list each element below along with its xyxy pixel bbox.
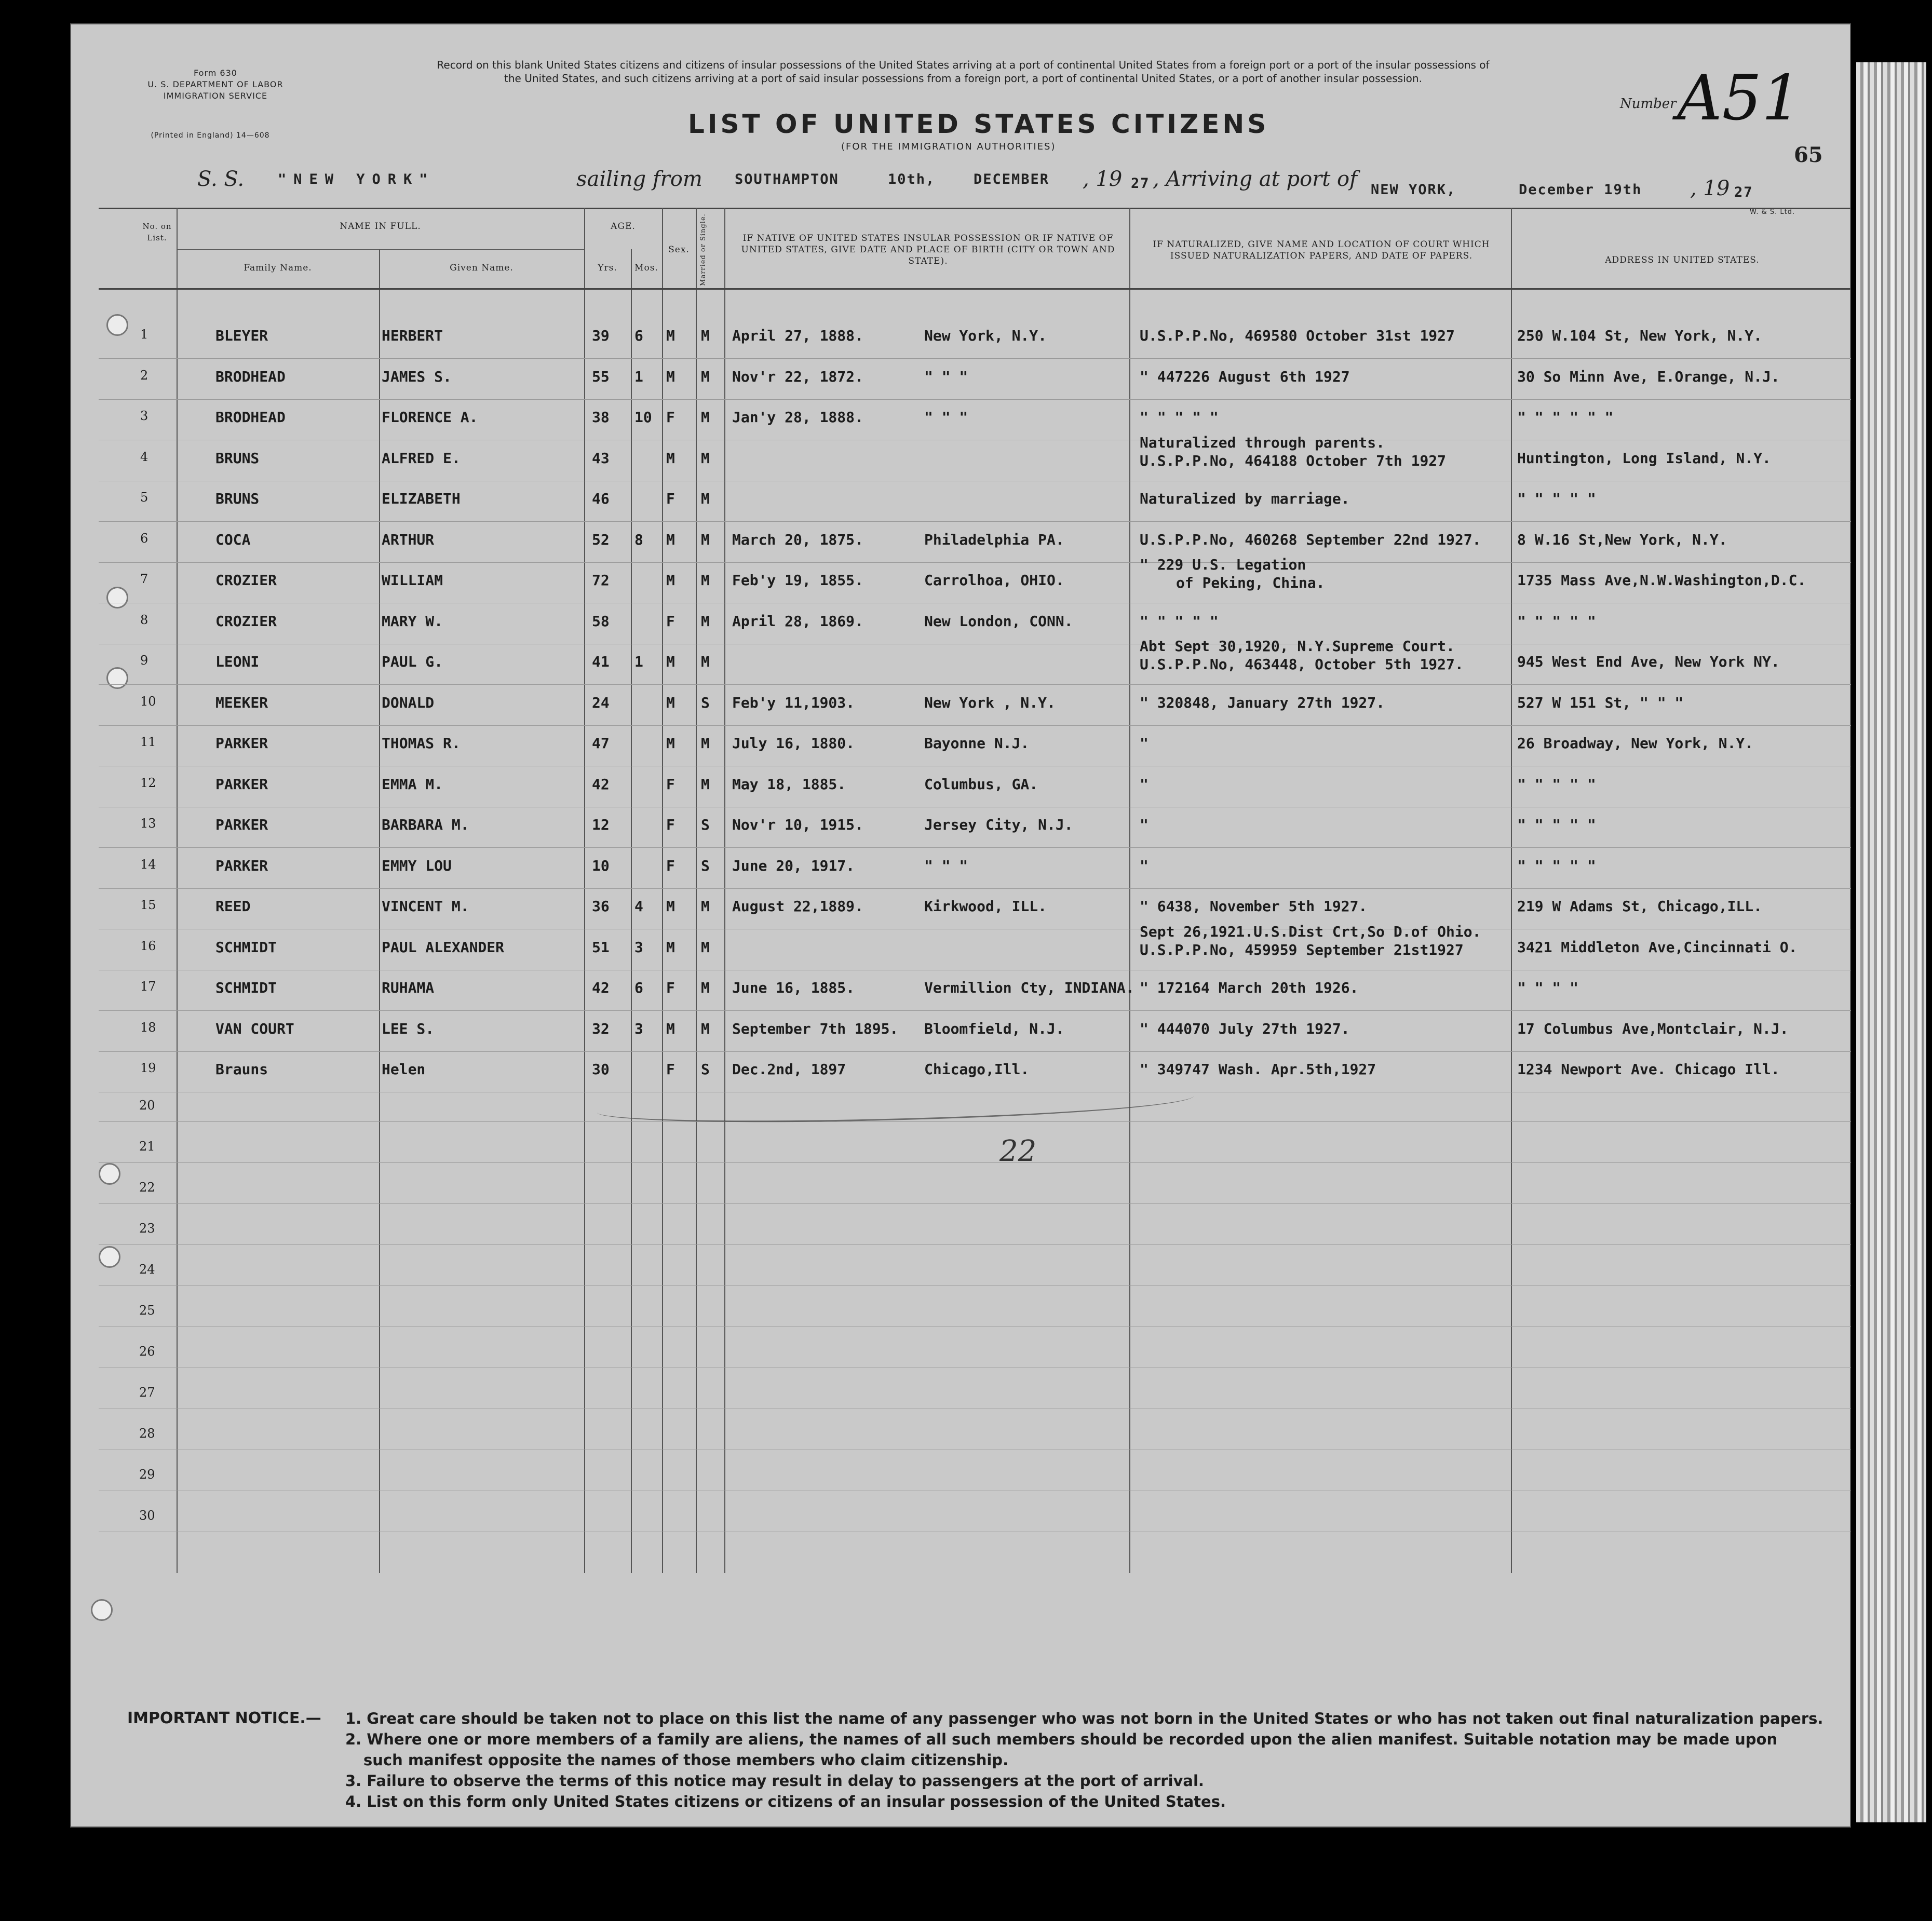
naturalization: Naturalized by marriage. [1140,490,1350,507]
age-years: 12 [592,816,610,833]
col-address: ADDRESS IN UNITED STATES. [1605,255,1760,265]
age-months: 6 [634,979,643,996]
naturalization: " 444070 July 27th 1927. [1140,1020,1350,1037]
row-number: 1 [140,327,148,342]
table-row [0,638,1932,694]
given-name: FLORENCE A. [382,409,478,426]
row-number: 13 [140,816,156,831]
birth-place: Philadelphia PA. [924,531,1064,548]
row-number: 8 [140,612,148,627]
birth-date: May 18, 1885. [732,775,846,793]
row-rule [99,1203,1851,1204]
table-row [0,434,1932,490]
age-months: 10 [634,409,652,426]
table-row [0,923,1932,979]
given-name: PAUL ALEXANDER [382,938,505,956]
age-years: 55 [592,368,610,385]
birth-place: " " " [924,368,968,385]
us-address: " " " " " [1517,816,1596,833]
us-address: 945 West End Ave, New York NY. [1517,653,1780,670]
birth-date: September 7th 1895. [732,1020,899,1037]
empty-row-number: 21 [139,1139,155,1154]
age-years: 43 [592,449,610,467]
family-name: CROZIER [215,572,277,589]
row-number: 3 [140,409,148,423]
age-years: 72 [592,572,610,589]
sex: F [666,775,675,793]
punch-hole [91,1599,113,1621]
us-address: 3421 Middleton Ave,Cincinnati O. [1517,938,1798,956]
sex: M [666,653,675,670]
form-title: LIST OF UNITED STATES CITIZENS [688,109,1269,139]
family-name: PARKER [215,735,268,752]
sex: F [666,979,675,996]
row-rule [99,1244,1851,1245]
birth-date: June 20, 1917. [732,857,855,874]
family-name: SCHMIDT [215,938,277,956]
row-number: 15 [140,898,156,912]
given-name: JAMES S. [382,368,452,385]
row-number: 10 [140,694,156,709]
from-port: SOUTHAMPTON [735,171,839,187]
header-rule [177,249,584,250]
birth-place: Carrolhoa, OHIO. [924,572,1064,589]
row-rule [99,358,1851,359]
row-rule [99,847,1851,848]
empty-row-number: 29 [139,1467,155,1482]
sex: M [666,572,675,589]
us-address: 1234 Newport Ave. Chicago Ill. [1517,1061,1780,1078]
row-number: 7 [140,572,148,586]
table-row [0,556,1932,612]
naturalization: Abt Sept 30,1920, N.Y.Supreme Court. [1140,638,1455,655]
us-address: 30 So Minn Ave, E.Orange, N.J. [1517,368,1780,385]
notice-item-3: 3. Failure to observe the terms of this notice may result in delay to passengers at the port of arrival. [345,1772,1204,1790]
empty-row-number: 20 [139,1098,155,1113]
sex: M [666,898,675,915]
family-name: SCHMIDT [215,979,277,996]
marital-status: M [701,612,710,630]
family-name: COCA [215,531,251,548]
us-address: 527 W 151 St, " " " [1517,694,1684,711]
row-rule [99,399,1851,400]
arrival-year-suffix: 27 [1734,184,1753,200]
age-years: 24 [592,694,610,711]
sailing-label: sailing from [576,167,702,191]
birth-place: Chicago,Ill. [924,1061,1030,1078]
given-name: LEE S. [382,1020,435,1037]
family-name: BRODHEAD [215,368,286,385]
service: IMMIGRATION SERVICE [163,91,268,101]
col-birth: IF NATIVE OF UNITED STATES INSULAR POSSESSION OR IF NATIVE OF UNITED STATES, GIVE DATE AND PLACE OF BIRTH (CITY OR TOWN AND STATE). [741,233,1115,266]
given-name: ELIZABETH [382,490,461,507]
row-rule [99,1051,1851,1052]
col-age: AGE. [611,221,636,232]
age-months: 4 [634,898,643,915]
col-given: Given Name. [450,263,514,273]
us-address: 219 W Adams St, Chicago,ILL. [1517,898,1763,915]
empty-row-number: 28 [139,1426,155,1441]
age-years: 32 [592,1020,610,1037]
marital-status: M [701,1020,710,1037]
marital-status: M [701,531,710,548]
birth-date: April 27, 1888. [732,327,863,344]
age-years: 47 [592,735,610,752]
sex: M [666,531,675,548]
given-name: DONALD [382,694,435,711]
table-row [0,979,1932,1020]
empty-row-number: 30 [139,1508,155,1523]
age-months: 6 [634,327,643,344]
table-row [0,694,1932,735]
table-row [0,490,1932,531]
table-row [0,898,1932,938]
row-rule [99,725,1851,726]
birth-place: Bayonne N.J. [924,735,1030,752]
birth-date: Feb'y 19, 1855. [732,572,863,589]
given-name: VINCENT M. [382,898,469,915]
family-name: VAN COURT [215,1020,294,1037]
empty-row-number: 27 [139,1385,155,1400]
table-row [0,735,1932,775]
row-rule [99,1162,1851,1163]
printed-note: (Printed in England) 14—608 [151,131,270,140]
marital-status: M [701,368,710,385]
given-name: EMMY LOU [382,857,452,874]
signature-count: 22 [999,1134,1037,1168]
given-name: ARTHUR [382,531,435,548]
arriving-label: , Arriving at port of [1153,167,1357,191]
record-instructions: Record on this blank United States citizens and citizens of insular possessions of the United States arriving at a port of continental United States from a foreign port or a port of the insular possessions of the United States, and such citizens arriving at a port of said insular possessions from a foreign port, a port of continental United States, or a port of another insular possession. [437,59,1490,85]
us-address: " " " " " [1517,857,1596,874]
empty-row-number: 23 [139,1221,155,1236]
table-row [0,776,1932,816]
notice-item-2: 2. Where one or more members of a family are aliens, the names of all such members should be recorded upon the alien manifest. Suitable notation may be made upon [345,1730,1778,1748]
us-address: 8 W.16 St,New York, N.Y. [1517,531,1727,548]
family-name: BRODHEAD [215,409,286,426]
row-rule [99,1010,1851,1011]
given-name: HERBERT [382,327,443,344]
naturalization: " 349747 Wash. Apr.5th,1927 [1140,1061,1376,1078]
row-number: 2 [140,368,148,383]
notice-heading: IMPORTANT NOTICE.— [127,1709,321,1727]
row-number: 6 [140,531,148,546]
sex: F [666,490,675,507]
marital-status: M [701,938,710,956]
sail-month: DECEMBER [974,171,1050,187]
row-number: 5 [140,490,148,505]
birth-date: March 20, 1875. [732,531,863,548]
age-months: 8 [634,531,643,548]
ws-ltd: W. & S. Ltd. [1750,208,1795,216]
col-mos: Mos. [634,263,658,273]
number-label: Number [1620,96,1677,112]
age-years: 38 [592,409,610,426]
naturalization: " 172164 March 20th 1926. [1140,979,1359,996]
notice-item-4: 4. List on this form only United States citizens or citizens of an insular possession of the United States. [345,1793,1226,1810]
arrival-date: December 19th [1519,182,1642,198]
marital-status: M [701,409,710,426]
form-number: Form 630 [194,68,237,78]
given-name: EMMA M. [382,775,443,793]
arrival-year-prefix: , 19 [1690,177,1730,200]
age-months: 1 [634,368,643,385]
age-years: 42 [592,775,610,793]
age-years: 39 [592,327,610,344]
us-address: " " " " " " [1517,409,1614,426]
naturalization: U.S.P.P.No, 460268 September 22nd 1927. [1140,531,1481,548]
col-name-in-full: NAME IN FULL. [340,221,421,232]
department: U. S. DEPARTMENT OF LABOR [147,79,283,89]
row-number: 17 [140,979,156,994]
sex: F [666,409,675,426]
marital-status: M [701,653,710,670]
sex: F [666,857,675,874]
col-naturalized: IF NATURALIZED, GIVE NAME AND LOCATION OF COURT WHICH ISSUED NATURALIZATION PAPERS, AND DATE OF PAPERS. [1153,239,1490,261]
sex: M [666,1020,675,1037]
naturalization: " 447226 August 6th 1927 [1140,368,1350,385]
sail-day: 10th, [888,171,936,187]
family-name: PARKER [215,857,268,874]
sex: M [666,449,675,467]
marital-status: S [701,816,710,833]
given-name: PAUL G. [382,653,443,670]
age-years: 30 [592,1061,610,1078]
birth-place: New York , N.Y. [924,694,1056,711]
row-number: 14 [140,857,156,872]
ship-name: "NEW YORK" [278,171,435,187]
col-married: Married or Single. [699,213,707,286]
naturalization: " [1140,735,1149,752]
given-name: Helen [382,1061,426,1078]
notice-item-2-cont: such manifest opposite the names of those members who claim citizenship. [363,1751,1009,1769]
birth-place: Kirkwood, ILL. [924,898,1047,915]
page-number: 65 [1794,143,1823,167]
family-name: MEEKER [215,694,268,711]
row-number: 18 [140,1020,156,1035]
given-name: ALFRED E. [382,449,461,467]
col-sex: Sex. [668,245,690,255]
marital-status: S [701,857,710,874]
marital-status: M [701,327,710,344]
sail-year-suffix: 27 [1131,175,1150,192]
birth-place: Bloomfield, N.J. [924,1020,1064,1037]
sex: M [666,694,675,711]
family-name: LEONI [215,653,260,670]
age-months: 1 [634,653,643,670]
birth-date: Jan'y 28, 1888. [732,409,863,426]
age-years: 42 [592,979,610,996]
birth-date: Feb'y 11,1903. [732,694,855,711]
table-row [0,816,1932,857]
empty-row-number: 24 [139,1262,155,1277]
us-address: " " " " " [1517,775,1596,793]
given-name: MARY W. [382,612,443,630]
birth-date: July 16, 1880. [732,735,855,752]
naturalization: Naturalized through parents. [1140,434,1385,451]
sex: M [666,735,675,752]
age-months: 3 [634,938,643,956]
table-row [0,613,1932,653]
birth-date: April 28, 1869. [732,612,863,630]
us-address: 250 W.104 St, New York, N.Y. [1517,327,1763,344]
birth-place: Columbus, GA. [924,775,1038,793]
header-rule [99,288,1851,290]
arrival-port: NEW YORK, [1371,182,1456,198]
naturalization: " 229 U.S. Legation [1140,556,1306,573]
col-family: Family Name. [244,263,312,273]
naturalization: " [1140,775,1149,793]
family-name: PARKER [215,816,268,833]
sex: M [666,327,675,344]
row-rule [99,562,1851,563]
row-number: 9 [140,653,148,668]
naturalization: Sept 26,1921.U.S.Dist Crt,So D.of Ohio. [1140,923,1481,940]
table-row [0,1020,1932,1061]
marital-status: S [701,1061,710,1078]
birth-place: Vermillion Cty, INDIANA. [924,979,1134,996]
birth-date: Nov'r 22, 1872. [732,368,863,385]
given-name: WILLIAM [382,572,443,589]
age-years: 58 [592,612,610,630]
family-name: Brauns [215,1061,268,1078]
family-name: REED [215,898,251,915]
form-dept-block [130,67,301,102]
given-name: BARBARA M. [382,816,469,833]
row-rule [99,888,1851,889]
table-row [0,531,1932,572]
empty-row-number: 22 [139,1180,155,1195]
age-years: 51 [592,938,610,956]
birth-place: Jersey City, N.J. [924,816,1073,833]
table-row [0,368,1932,409]
naturalization: " " " " " [1140,612,1219,630]
naturalization: U.S.P.P.No, 469580 October 31st 1927 [1140,327,1455,344]
family-name: BLEYER [215,327,268,344]
row-number: 16 [140,938,156,953]
naturalization: " 320848, January 27th 1927. [1140,694,1385,711]
sail-year-prefix: , 19 [1083,167,1123,191]
us-address: " " " " " [1517,612,1596,630]
us-address: Huntington, Long Island, N.Y. [1517,449,1771,467]
us-address: " " " " [1517,979,1579,996]
marital-status: M [701,490,710,507]
marital-status: M [701,572,710,589]
us-address: 1735 Mass Ave,N.W.Washington,D.C. [1517,572,1806,589]
age-years: 52 [592,531,610,548]
ss-label: S. S. [197,167,245,191]
naturalization-continued: U.S.P.P.No, 463448, October 5th 1927. [1140,656,1464,673]
age-years: 10 [592,857,610,874]
birth-place: New London, CONN. [924,612,1073,630]
sex: F [666,816,675,833]
birth-date: Nov'r 10, 1915. [732,816,863,833]
col-no: No. on List. [142,222,172,242]
table-row [0,327,1932,368]
row-rule [99,1121,1851,1122]
row-number: 11 [140,735,156,749]
age-months: 3 [634,1020,643,1037]
sex: M [666,368,675,385]
birth-date: June 16, 1885. [732,979,855,996]
number-value: A51 [1677,62,1802,134]
sex: M [666,938,675,956]
naturalization-continued: U.S.P.P.No, 459959 September 21st1927 [1140,941,1464,958]
empty-row-number: 25 [139,1303,155,1318]
notice-item-1: 1. Great care should be taken not to place on this list the name of any passenger who was not born in the United States or who has not taken out final naturalization papers. [345,1710,1823,1727]
us-address: 17 Columbus Ave,Montclair, N.J. [1517,1020,1789,1037]
form-subtitle: (FOR THE IMMIGRATION AUTHORITIES) [841,141,1056,152]
naturalization-continued: of Peking, China. [1176,574,1325,591]
marital-status: M [701,735,710,752]
naturalization: " [1140,857,1149,874]
marital-status: M [701,449,710,467]
marital-status: S [701,694,710,711]
age-years: 41 [592,653,610,670]
table-row [0,857,1932,898]
us-address: 26 Broadway, New York, N.Y. [1517,735,1754,752]
birth-date: Dec.2nd, 1897 [732,1061,846,1078]
family-name: BRUNS [215,490,260,507]
sex: F [666,612,675,630]
given-name: RUHAMA [382,979,435,996]
family-name: BRUNS [215,449,260,467]
marital-status: M [701,775,710,793]
sex: F [666,1061,675,1078]
birth-date: August 22,1889. [732,898,863,915]
birth-place: " " " [924,857,968,874]
given-name: THOMAS R. [382,735,461,752]
marital-status: M [701,898,710,915]
empty-row-number: 26 [139,1344,155,1359]
row-number: 12 [140,775,156,790]
birth-place: " " " [924,409,968,426]
naturalization: " [1140,816,1149,833]
row-rule [99,521,1851,522]
family-name: PARKER [215,775,268,793]
us-address: " " " " " [1517,490,1596,507]
row-rule [99,684,1851,685]
family-name: CROZIER [215,612,277,630]
age-years: 46 [592,490,610,507]
col-yrs: Yrs. [598,263,617,273]
row-number: 19 [140,1061,156,1075]
age-years: 36 [592,898,610,915]
birth-place: New York, N.Y. [924,327,1047,344]
naturalization-continued: U.S.P.P.No, 464188 October 7th 1927 [1140,452,1447,469]
row-number: 4 [140,449,148,464]
naturalization: " 6438, November 5th 1927. [1140,898,1368,915]
marital-status: M [701,979,710,996]
table-row [0,409,1932,449]
naturalization: " " " " " [1140,409,1219,426]
